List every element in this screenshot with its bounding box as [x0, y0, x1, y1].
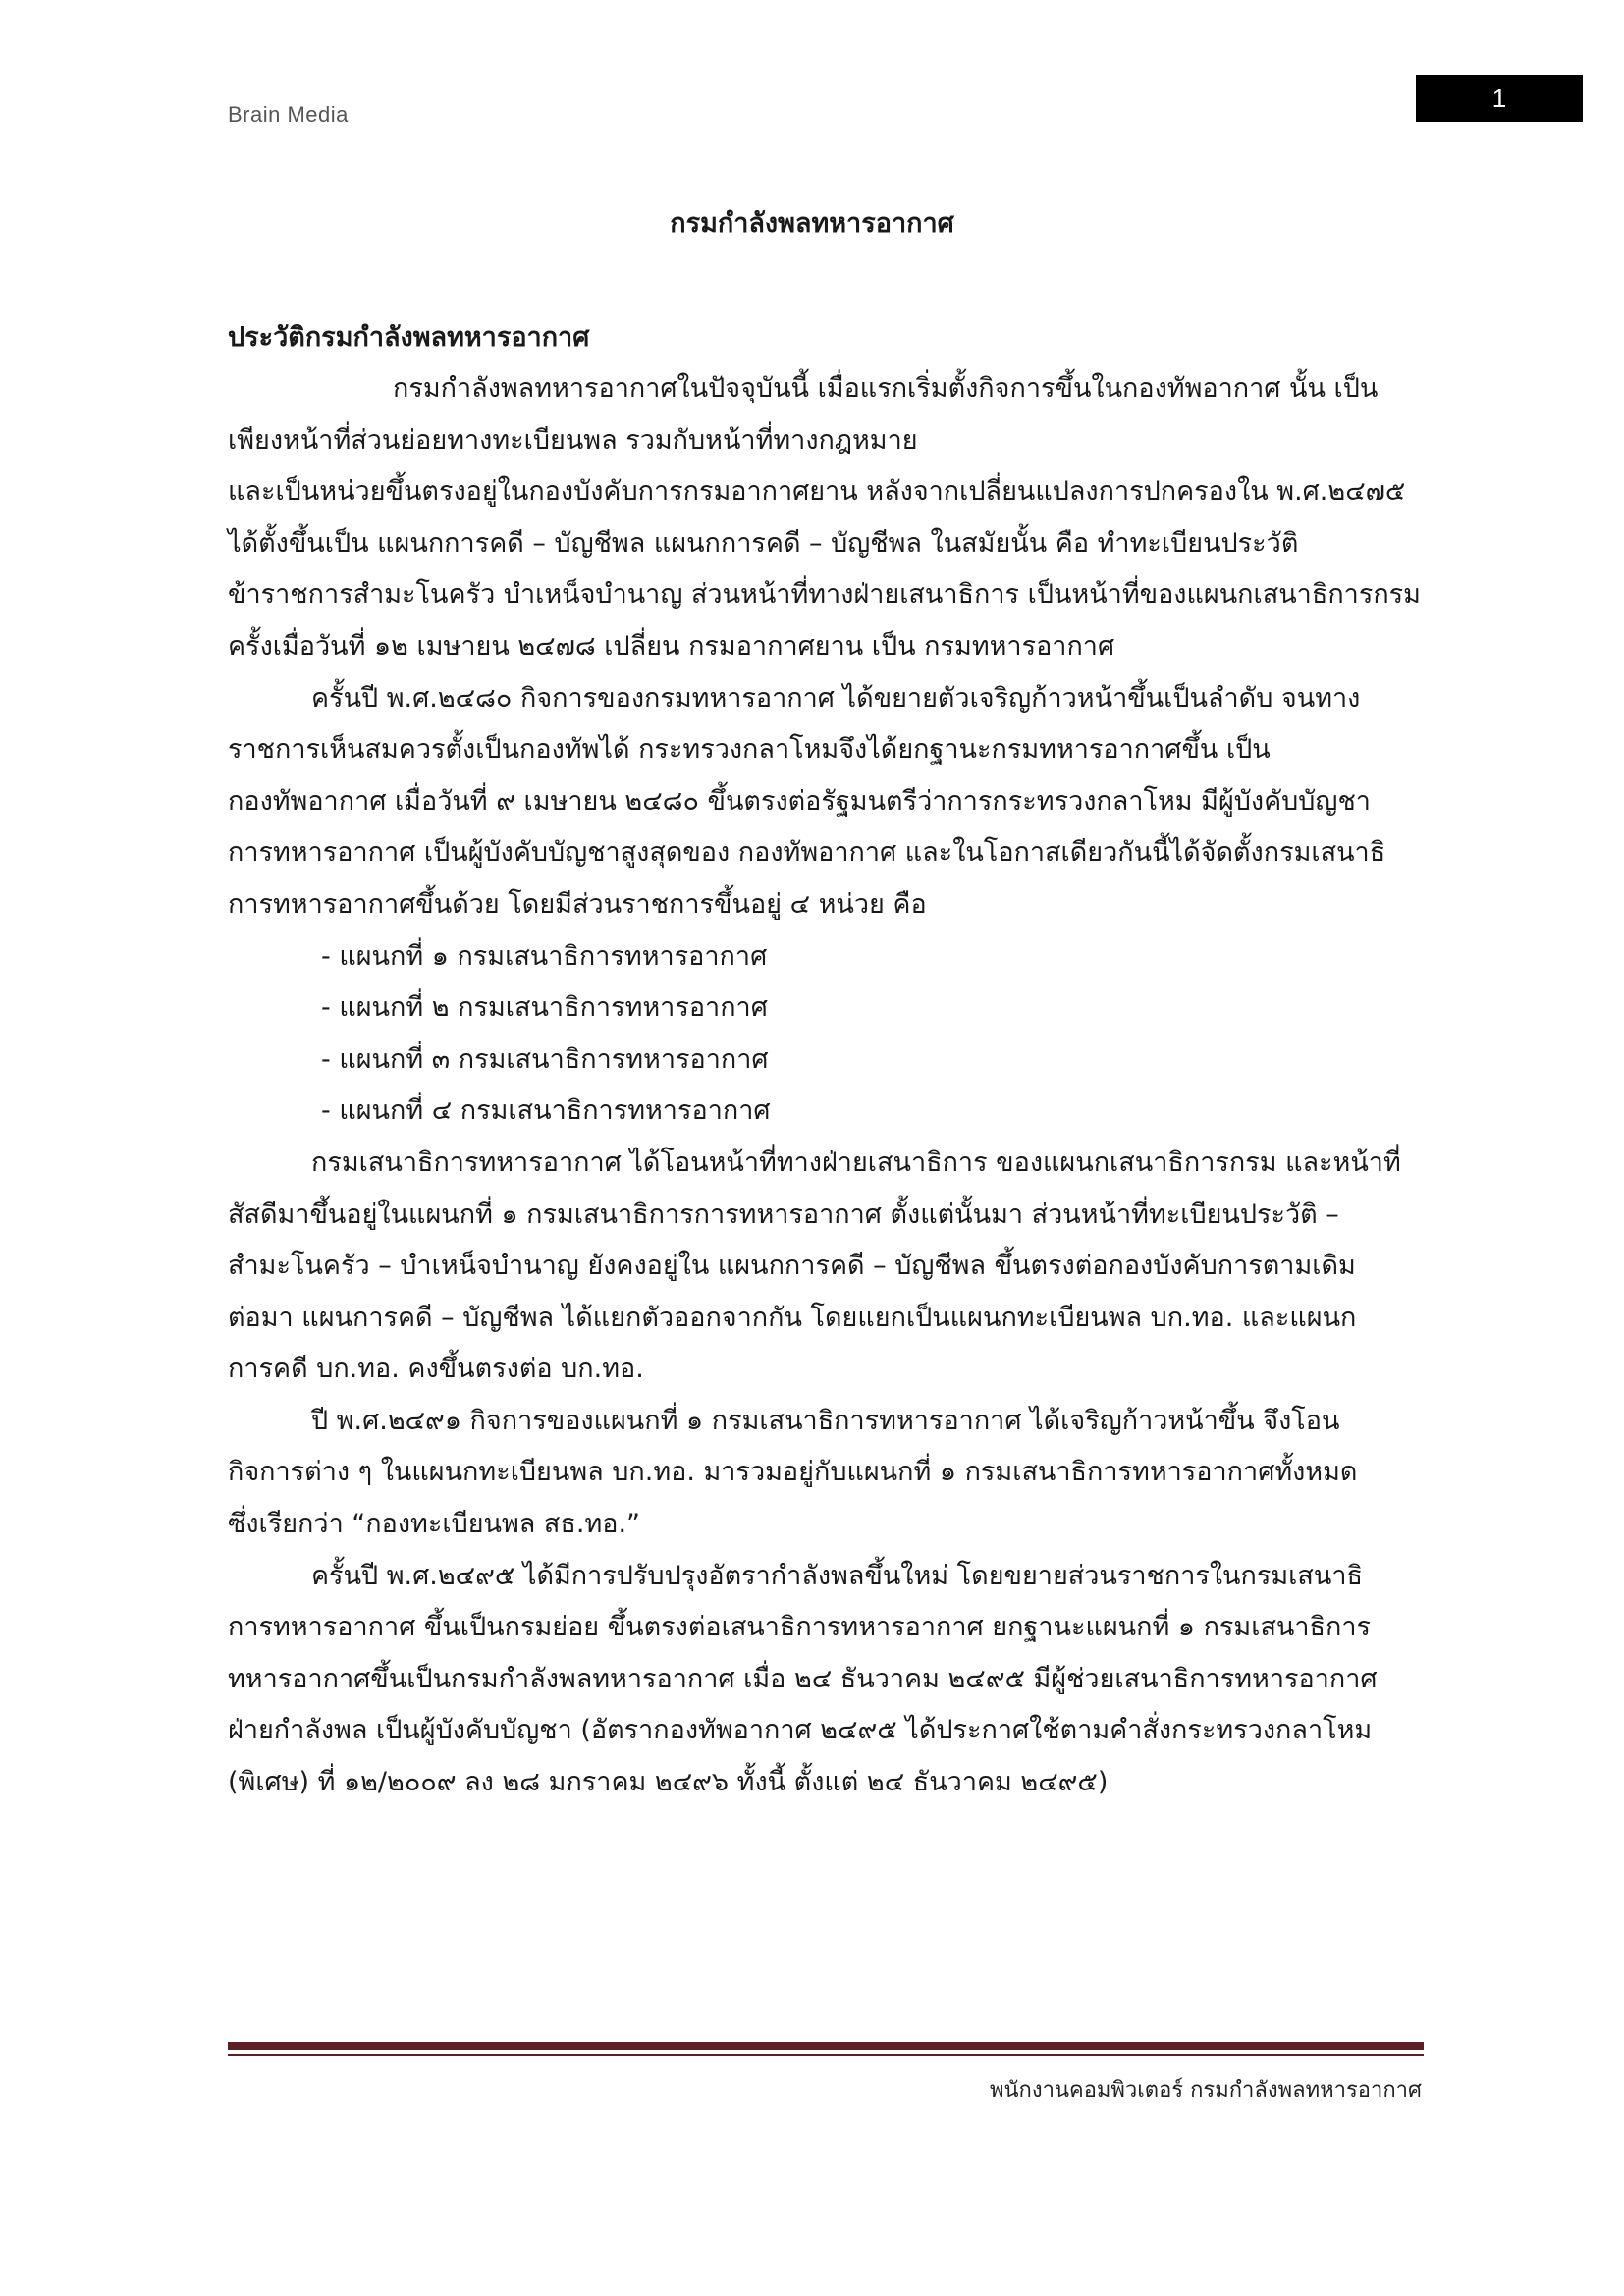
paragraph-line: ฝ่ายกำลังพล เป็นผู้บังคับบัญชา (อัตรากองทัพอากาศ ๒๔๙๕ ได้ประกาศใช้ตามคำสั่งกระทรวงกลาโหม: [228, 1715, 1373, 1746]
list-item: - แผนกที่ ๔ กรมเสนาธิการทหารอากาศ: [321, 1095, 771, 1127]
paragraph-line: การทหารอากาศขึ้นด้วย โดยมีส่วนราชการขึ้นอยู่ ๔ หน่วย คือ: [228, 888, 927, 920]
list-item: - แผนกที่ ๒ กรมเสนาธิการทหารอากาศ: [321, 992, 768, 1024]
paragraph-line: ทหารอากาศขึ้นเป็นกรมกำลังพลทหารอากาศ เมื่อ ๒๔ ธันวาคม ๒๔๙๕ มีผู้ช่วยเสนาธิการทหารอากาศ: [228, 1663, 1378, 1694]
paragraph-line: เพียงหน้าที่ส่วนย่อยทางทะเบียนพล รวมกับหน้าที่ทางกฎหมาย: [228, 424, 918, 455]
paragraph-line: (พิเศษ) ที่ ๑๒/๒๐๐๙ ลง ๒๘ มกราคม ๒๔๙๖ ทั้งนี้ ตั้งแต่ ๒๔ ธันวาคม ๒๔๙๕): [228, 1767, 1109, 1798]
paragraph-line: ได้ตั้งขึ้นเป็น แผนกการคดี – บัญชีพล แผนกการคดี – บัญชีพล ในสมัยนั้น คือ ทำทะเบียนประวัติ: [228, 527, 1299, 559]
list-item: - แผนกที่ ๓ กรมเสนาธิการทหารอากาศ: [321, 1043, 769, 1075]
paragraph-line: ปี พ.ศ.๒๔๙๑ กิจการของแผนกที่ ๑ กรมเสนาธิการทหารอากาศ ได้เจริญก้าวหน้าขึ้น จึงโอน: [311, 1405, 1340, 1436]
section-heading: ประวัติกรมกำลังพลทหารอากาศ: [228, 322, 590, 352]
paragraph-line: และเป็นหน่วยขึ้นตรงอยู่ในกองบังคับการกรมอากาศยาน หลังจากเปลี่ยนแปลงการปกครองใน พ.ศ.๒๔๗๕: [228, 476, 1406, 507]
paragraph-line: การคดี บก.ทอ. คงขึ้นตรงต่อ บก.ทอ.: [228, 1354, 644, 1385]
page-number-badge: 1: [1416, 75, 1583, 122]
list-item: - แผนกที่ ๑ กรมเสนาธิการทหารอากาศ: [321, 940, 768, 972]
paragraph-line: การทหารอากาศ ขึ้นเป็นกรมย่อย ขึ้นตรงต่อเสนาธิการทหารอากาศ ยกฐานะแผนกที่ ๑ กรมเสนาธิการ: [228, 1612, 1372, 1643]
paragraph-line: สำมะโนครัว – บำเหน็จบำนาญ ยังคงอยู่ใน แผนกการคดี – บัญชีพล ขึ้นตรงต่อกองบังคับการตามเดิม: [228, 1251, 1356, 1282]
paragraph-line: ราชการเห็นสมควรตั้งเป็นกองทัพได้ กระทรวงกลาโหมจึงได้ยกฐานะกรมทหารอากาศขึ้น เป็น: [228, 734, 1271, 766]
footer-text: พนักงานคอมพิวเตอร์ กรมกำลังพลทหารอากาศ: [989, 2078, 1422, 2103]
paragraph-line: ครั้งเมื่อวันที่ ๑๒ เมษายน ๒๔๗๘ เปลี่ยน กรมอากาศยาน เป็น กรมทหารอากาศ: [228, 630, 1115, 662]
paragraph-line: ต่อมา แผนการคดี – บัญชีพล ได้แยกตัวออกจากกัน โดยแยกเป็นแผนกทะเบียนพล บก.ทอ. และแผนก: [228, 1302, 1357, 1333]
page-title: กรมกำลังพลทหารอากาศ: [670, 208, 954, 239]
paragraph-line: สัสดีมาขึ้นอยู่ในแผนกที่ ๑ กรมเสนาธิการการทหารอากาศ ตั้งแต่นั้นมา ส่วนหน้าที่ทะเบียนประวัติ –: [228, 1199, 1339, 1230]
document-body: [228, 312, 1424, 1809]
paragraph-line: กรมเสนาธิการทหารอากาศ ได้โอนหน้าที่ทางฝ่ายเสนาธิการ ของแผนกเสนาธิการกรม และหน้าที่: [311, 1147, 1401, 1178]
brand-label: Brain Media: [228, 102, 349, 127]
paragraph-line: ครั้นปี พ.ศ.๒๔๘๐ กิจการของกรมทหารอากาศ ได้ขยายตัวเจริญก้าวหน้าขึ้นเป็นลำดับ จนทาง: [311, 682, 1361, 714]
paragraph-line: ครั้นปี พ.ศ.๒๔๙๕ ได้มีการปรับปรุงอัตรากำลังพลขึ้นใหม่ โดยขยายส่วนราชการในกรมเสนาธิ: [311, 1560, 1363, 1591]
paragraph-line: การทหารอากาศ เป็นผู้บังคับบัญชาสูงสุดของ กองทัพอากาศ และในโอกาสเดียวกันนี้ได้จัดตั้งกรมเสนาธิ: [228, 837, 1386, 869]
paragraph-line: กิจการต่าง ๆ ในแผนกทะเบียนพล บก.ทอ. มารวมอยู่กับแผนกที่ ๑ กรมเสนาธิการทหารอากาศทั้งหมด: [228, 1457, 1358, 1488]
paragraph-line: กรมกำลังพลทหารอากาศในปัจจุบันนี้ เมื่อแรกเริ่มตั้งกิจการขึ้นในกองทัพอากาศ นั้น เป็น: [393, 373, 1379, 403]
footer-rule-thin: [228, 2054, 1424, 2056]
paragraph-line: ซึ่งเรียกว่า “กองทะเบียนพล สธ.ทอ.”: [228, 1509, 641, 1540]
footer-rule: [228, 2042, 1424, 2050]
paragraph-line: ข้าราชการสำมะโนครัว บำเหน็จบำนาญ ส่วนหน้าที่ทางฝ่ายเสนาธิการ เป็นหน้าที่ของแผนกเสนาธิการกรม: [228, 579, 1421, 611]
paragraph-line: กองทัพอากาศ เมื่อวันที่ ๙ เมษายน ๒๔๘๐ ขึ้นตรงต่อรัฐมนตรีว่าการกระทรวงกลาโหม มีผู้บังคับบัญชา: [228, 785, 1371, 817]
